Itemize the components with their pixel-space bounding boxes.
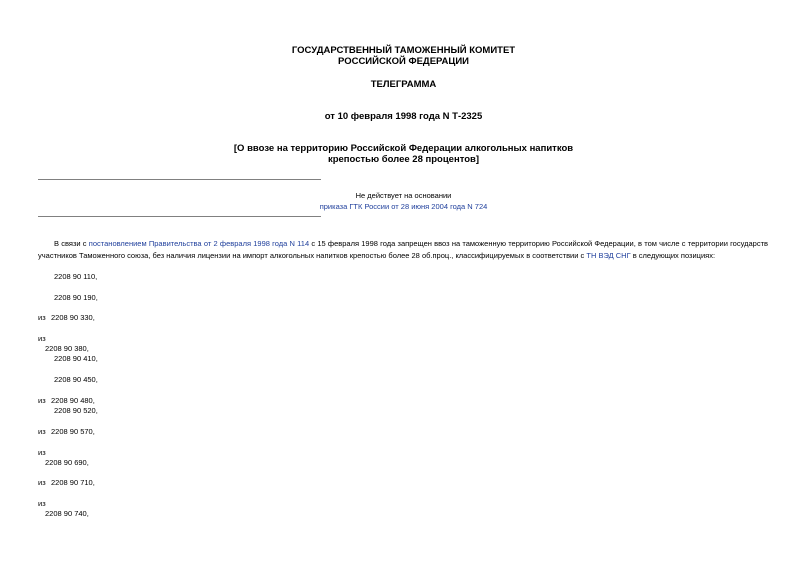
agency-name-line2: РОССИЙСКОЙ ФЕДЕРАЦИИ <box>337 56 469 67</box>
code-prefix: из <box>38 427 46 436</box>
status-notice-link[interactable]: приказа ГТК России от 28 июня 2004 года N 724 <box>319 202 488 211</box>
commodity-code: 2208 90 480, <box>51 396 95 405</box>
commodity-code: 2208 90 380, <box>45 344 89 353</box>
commodity-code: 2208 90 330, <box>51 313 95 322</box>
document-type: ТЕЛЕГРАММА <box>370 79 437 90</box>
document-date-number: от 10 февраля 1998 года N Т-2325 <box>324 111 483 122</box>
document-title-line2: крепостью более 28 процентов] <box>327 154 480 165</box>
divider-top <box>38 179 321 180</box>
body-text-1: В связи с <box>54 239 89 248</box>
code-prefix: из <box>38 313 46 322</box>
tn-ved-link[interactable]: ТН ВЭД СНГ <box>586 251 631 260</box>
code-prefix: из <box>38 499 46 508</box>
divider-bottom <box>38 216 321 217</box>
commodity-code: 2208 90 710, <box>51 478 95 487</box>
commodity-code: 2208 90 740, <box>45 509 89 518</box>
status-notice-line2 <box>0 202 807 211</box>
code-prefix: из <box>38 334 46 343</box>
commodity-code: 2208 90 110, <box>54 272 98 281</box>
code-prefix: из <box>38 478 46 487</box>
code-prefix: из <box>38 448 46 457</box>
commodity-code: 2208 90 450, <box>54 375 98 384</box>
commodity-code: 2208 90 410, <box>54 354 98 363</box>
agency-name-line1: ГОСУДАРСТВЕННЫЙ ТАМОЖЕННЫЙ КОМИТЕТ <box>291 45 516 56</box>
code-prefix: из <box>38 396 46 405</box>
commodity-code: 2208 90 520, <box>54 406 98 415</box>
body-text-2: с 15 февраля 1998 года запрещен ввоз на таможенную территорию Российской Федерации, в том числе с территории государств участников Таможенного союза, без наличия лицензии на импорт алкогольных напитков крепостью более 28 об.проц., классифицируемых в соответствии с <box>38 239 768 260</box>
commodity-code: 2208 90 690, <box>45 458 89 467</box>
document-title-line1: [О ввозе на территорию Российской Федерации алкогольных напитков <box>233 143 574 154</box>
body-text-3: в следующих позициях: <box>630 251 716 260</box>
government-decree-link[interactable]: постановлением Правительства от 2 февраля 1998 года N 114 <box>88 239 310 248</box>
commodity-code: 2208 90 190, <box>54 293 98 302</box>
status-notice-text: Не действует на основании <box>355 191 452 200</box>
commodity-code: 2208 90 570, <box>51 427 95 436</box>
body-paragraph <box>38 238 768 262</box>
